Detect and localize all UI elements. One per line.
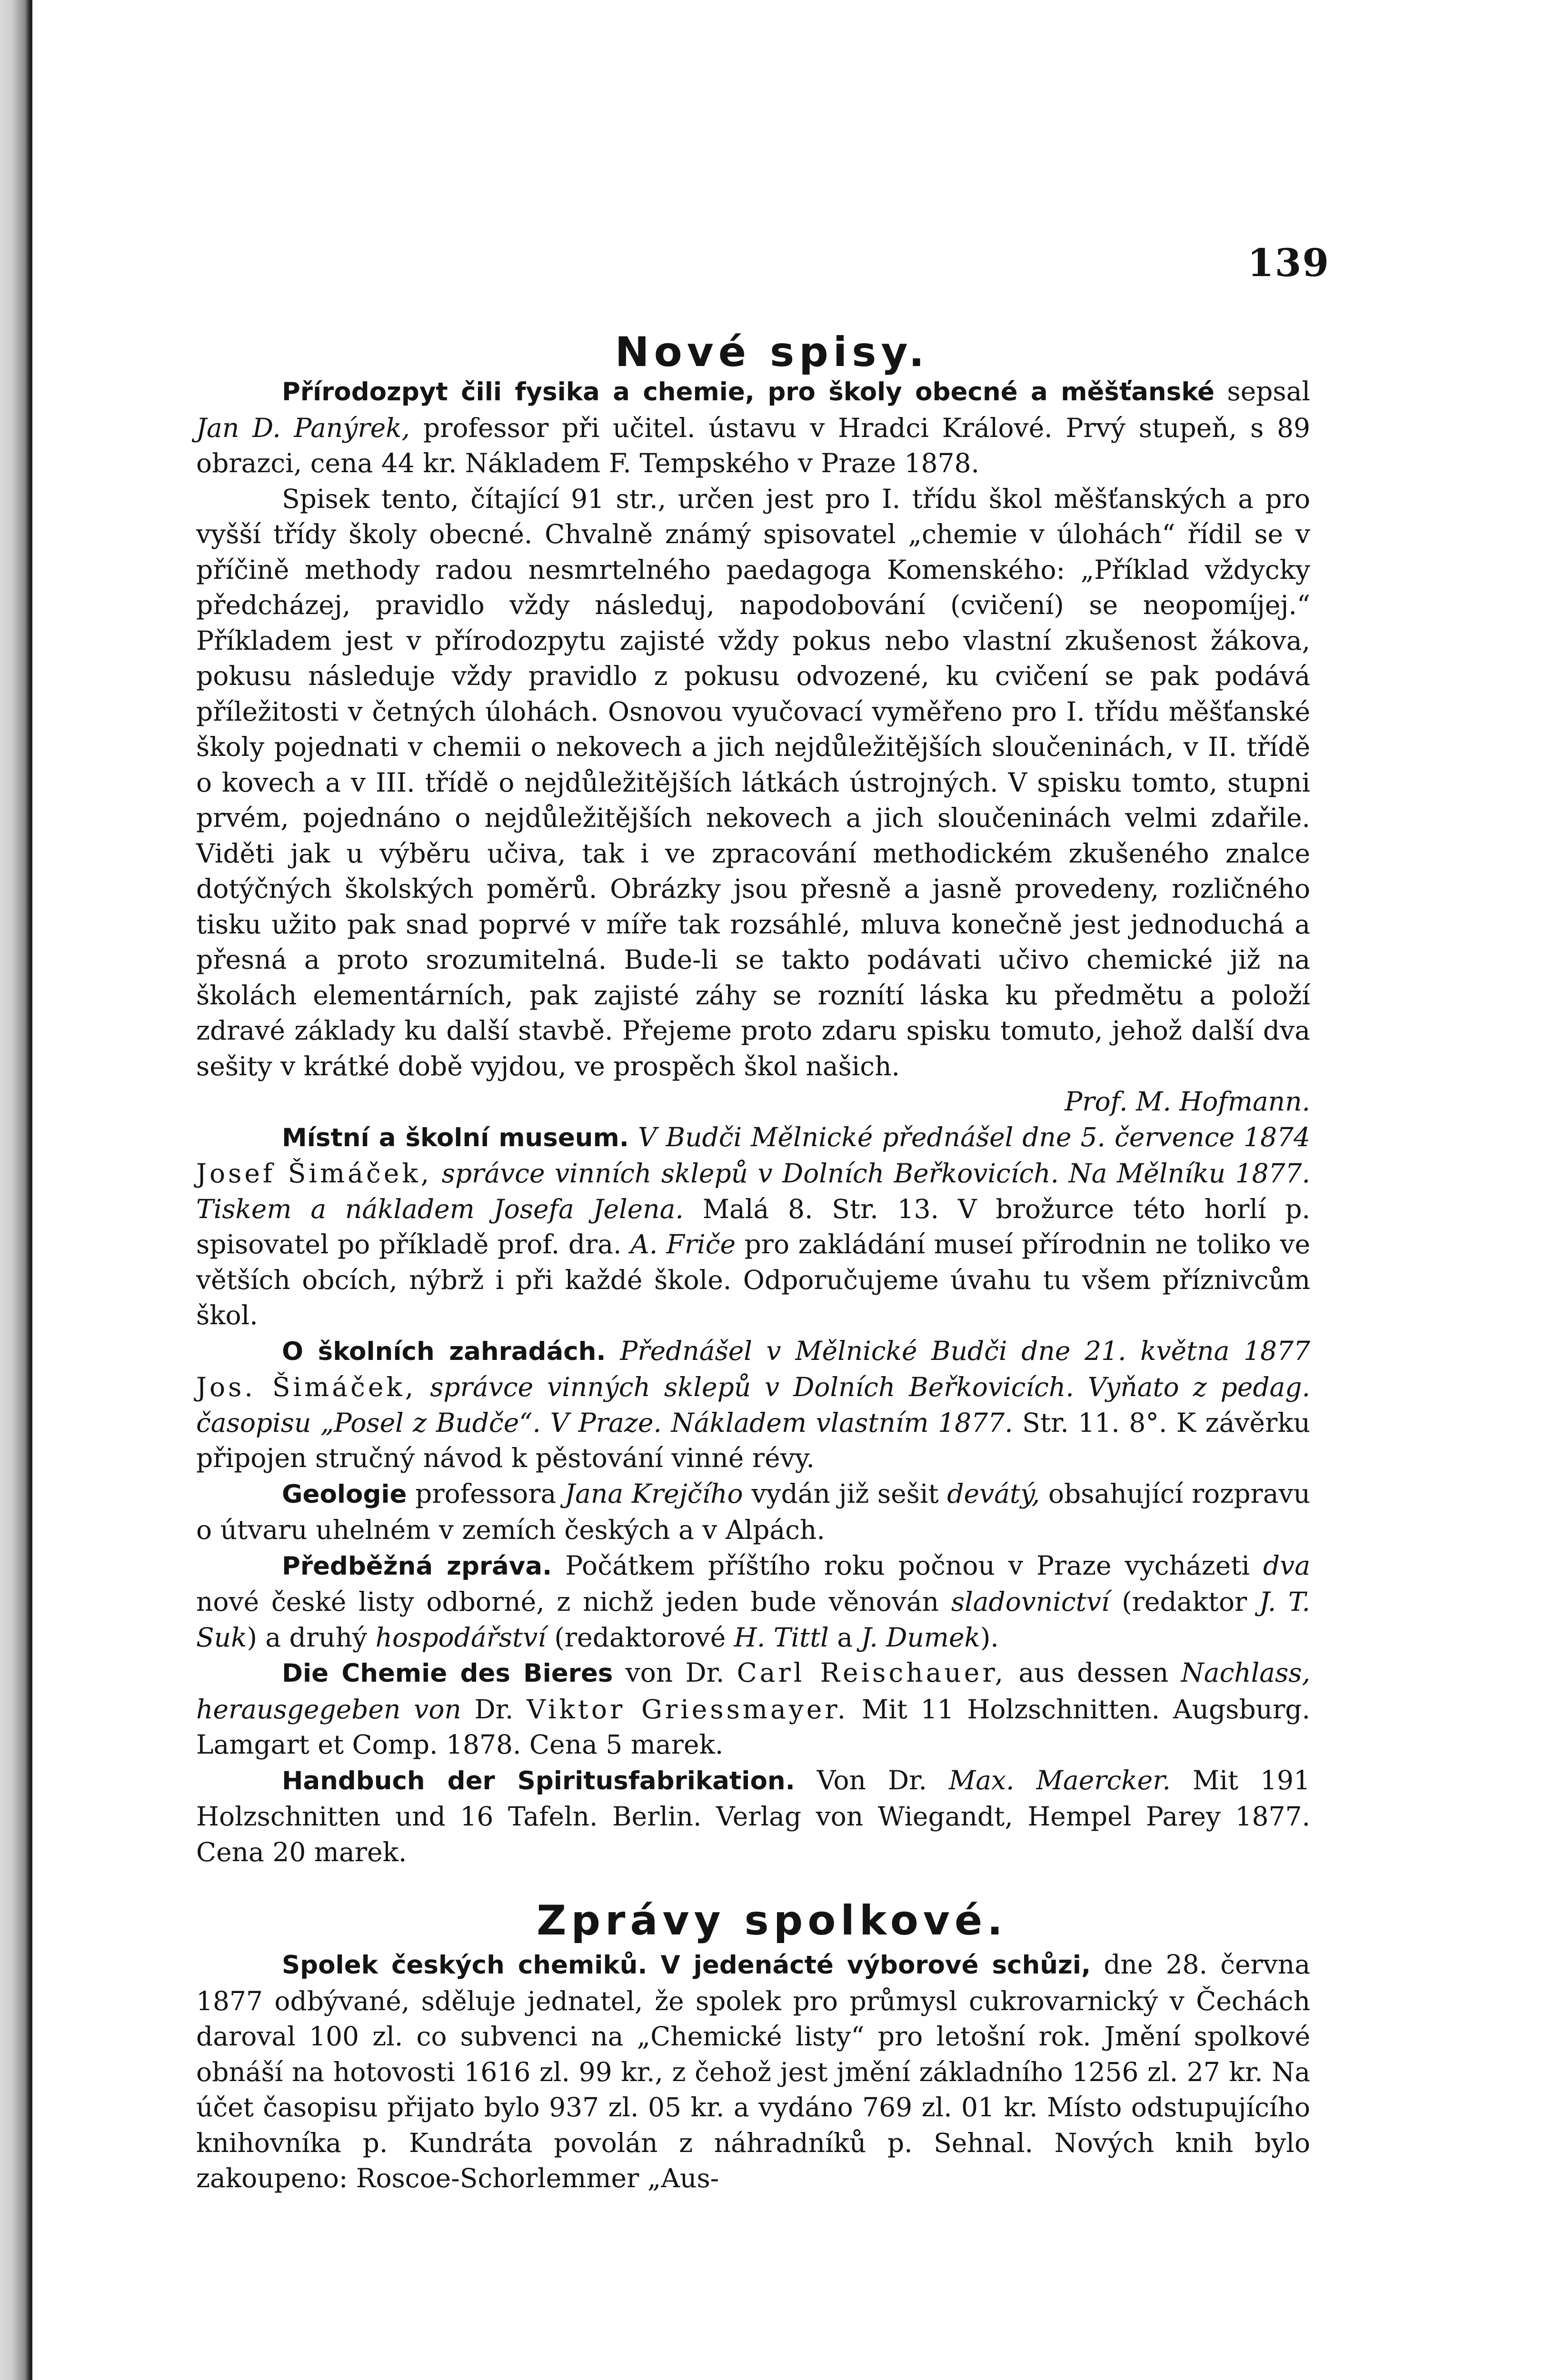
entry-prirodozpyt: Přírodozpyt čili fysika a chemie, pro školy obecné a měšťanské sepsal Jan D. Panýrek, professor při učitel. ústavu v Hradci Králové. Prvý stupeň, s 89 obrazci, cena 44 kr. Nákladem F. Tempského v Praze 1878. xyxy=(196,376,1310,478)
entry-spolek-chemiku: Spolek českých chemiků. V jedenácté výborové schůzi, dne 28. června 1877 odbývané, sděluje jednatel, že spolek pro průmysl cukrovarnický v Čechách daroval 100 zl. co subvenci na „Chemické listy“ pro letošní rok. Jmění spolkové obnáší na hotovosti 1616 zl. 99 kr., z čehož jest jmění základního 1256 zl. 27 kr. Na účet časopisu přijato bylo 937 zl. 05 kr. a vydáno 769 zl. 01 kr. Místo odstupujícího knihovníka p. Kundráta povolán z náhradníků p. Sehnal. Nových knih bylo zakoupeno: Roscoe-Schorlemmer „Aus- xyxy=(196,1949,1310,2193)
review-paragraph: Spisek tento, čítající 91 str., určen jest pro I. třídu škol měšťanských a pro vyšší třídy školy obecné. Chvalně známý spisovatel „chemie v úlohách“ řídil se v příčině methody radou nesmrtelného paedagoga Komenského: „Příklad vždycky předcházej, pravidlo vždy následuj, napodobování (cvičení) se neopomíjej.“ Příkladem jest v přírodozpytu zajisté vždy pokus nebo vlastní zkušenost žákova, pokusu následuje vždy pravidlo z pokusu odvozené, ku cvičení se pak podává příležitosti v četných úlohách. Osnovou vyučovací vyměřeno pro I. třídu měšťanské školy pojednati v chemii o nekovech a jich nejdůležitějších sloučeninách, v II. třídě o kovech a v III. třídě o nejdůležitějších látkách ústrojných. V spisku tomto, stupni prvém, pojednáno o nejdůležitějších nekovech a jich sloučeninách velmi zdařile. Viděti jak u výběru učiva, tak i ve zpracování methodickém zkušeného znalce dotýčných školských poměrů. Obrázky jsou přesně a jasně provedeny, rozličného tisku užito pak snad poprvé v míře tak rozsáhlé, mluva konečně jest jednoduchá a přesná a proto srozumitelná. Bude-li se takto podávati učivo chemické již na školách elementárních, pak zajisté záhy se roznítí láska ku předmětu a položí zdravé základy ku další stavbě. Přejeme proto zdaru spisku tomuto, jehož další dva sešity v krátké době vyjdou, ve prospěch škol našich. Prof. M. Hofmann. xyxy=(196,481,1310,1120)
section-title-zpravy-spolkove: Zprávy spolkové. xyxy=(537,1897,1007,1944)
page-number: 139 xyxy=(1247,240,1330,285)
entry-handbuch-spiritus: Handbuch der Spiritusfabrikation. Von Dr. Max. Maercker. Mit 191 Holzschnitten und 16 Tafeln. Berlin. Verlag von Wiegandt, Hempel Parey 1877. Cena 20 marek. xyxy=(196,1765,1311,1867)
section-zpravy-spolkove-body xyxy=(196,1947,1310,2196)
entry-predbezna-zprava: Předběžná zpráva. Počátkem příštího roku počnou v Praze vycházeti dva nové české listy odborné, z nichž jeden bude věnován sladovnictví (redaktor J. T. Suk) a druhý hospodářství (redaktorové H. Tittl a J. Dumek). xyxy=(196,1550,1310,1653)
review-signature: Prof. M. Hofmann. xyxy=(1065,1086,1310,1117)
section-title-nove-spisy: Nové spisy. xyxy=(615,328,929,376)
entry-chemie-des-bieres: Die Chemie des Bieres von Dr. Carl Reischauer, aus dessen Nachlass, herausgegeben von Dr. Viktor Griessmayer. Mit 11 Holzschnitten. Augsburg. Lamgart et Comp. 1878. Cena 5 marek. xyxy=(196,1657,1310,1760)
entry-skolni-zahrady: O školních zahradách. Přednášel v Mělnické Budči dne 21. května 1877 Jos. Šimáček, správce vinných sklepů v Dolních Beřkovicích. Vyňato z pedag. časopisu „Posel z Budče“. V Praze. Nákladem vlastním 1877. Str. 11. 8°. K závěrku připojen stručný návod k pěstování vinné révy. xyxy=(196,1335,1311,1473)
entry-mistni-museum: Místní a školní museum. V Budči Mělnické přednášel dne 5. července 1874 Josef Šimáček, správce vinních sklepů v Dolních Beřkovicích. Na Mělníku 1877. Tiskem a nákladem Josefa Jelena. Malá 8. Str. 13. V brožurce této horlí p. spisovatel po příkladě prof. dra. A. Friče pro zakládání museí přírodnin ne toliko ve větších obcích, nýbrž i při každé škole. Odporučujeme úvahu tu všem příznivcům škol. xyxy=(196,1121,1311,1330)
entry-geologie: Geologie professora Jana Krejčího vydán již sešit devátý, obsahující rozpravu o útvaru uhelném v zemích českých a v Alpách. xyxy=(196,1478,1310,1545)
section-nove-spisy-body xyxy=(196,374,1310,1870)
